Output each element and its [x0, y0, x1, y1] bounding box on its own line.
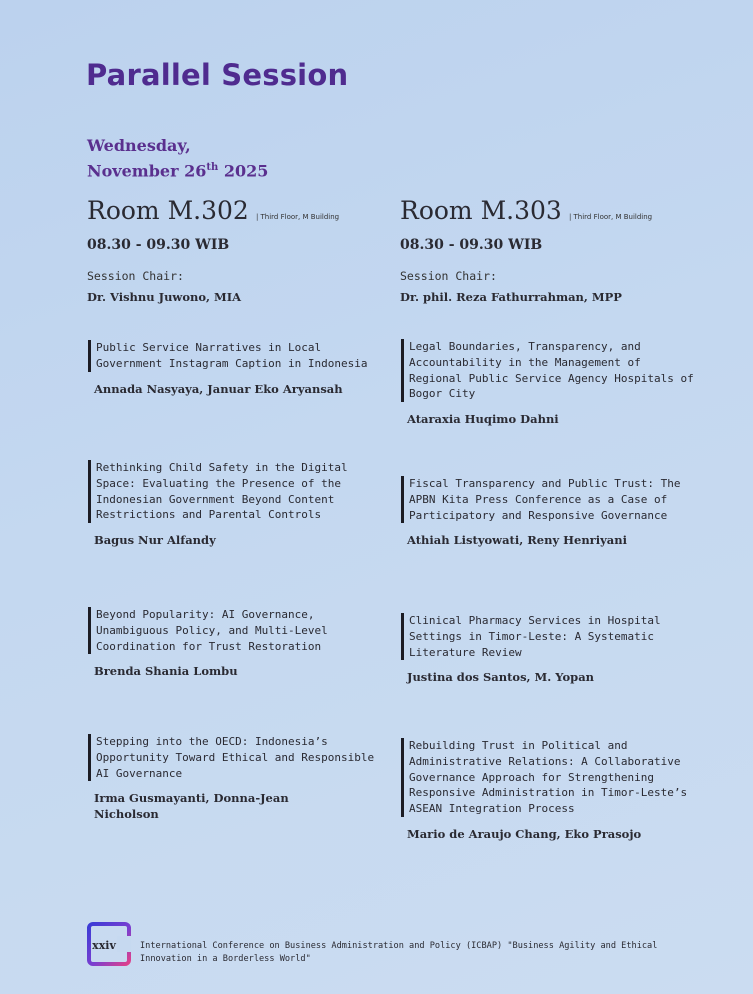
- session-time: 08.30 - 09.30 WIB: [87, 237, 230, 253]
- paper-title: Rebuilding Trust in Political and Administrative Relations: A Collaborative Governance Approach for Strengthening Responsive Administration in Timor-Leste’s ASEAN Integration Process: [401, 738, 700, 817]
- session-chair-name: Dr. phil. Reza Fathurrahman, MPP: [400, 290, 622, 304]
- paper-authors: Mario de Araujo Chang, Eko Prasojo: [407, 826, 642, 841]
- paper-item: [87, 607, 387, 679]
- paper-authors: Annada Nasyaya, Januar Eko Aryansah: [94, 381, 343, 396]
- date-weekday: Wednesday,: [87, 136, 191, 155]
- paper-authors: Ataraxia Huqimo Dahni: [407, 412, 559, 427]
- session-chair-label: Session Chair:: [87, 269, 184, 283]
- date-full: November 26th 2025: [87, 161, 269, 181]
- footer-text: International Conference on Business Administration and Policy (ICBAP) "Business Agility and Ethical Innovation in a Borderless World": [140, 941, 658, 964]
- paper-title: Rethinking Child Safety in the Digital Space: Evaluating the Presence of the Indonesian Government Beyond Content Restrictions and Parental Controls: [88, 460, 387, 523]
- paper-item: [87, 460, 387, 548]
- room-heading: [87, 196, 339, 225]
- paper-item: [400, 339, 700, 427]
- paper-item: [400, 613, 700, 685]
- logo-text: xxiv: [92, 939, 116, 952]
- room-heading: [400, 196, 652, 225]
- paper-title: Public Service Narratives in Local Government Instagram Caption in Indonesia: [88, 340, 387, 372]
- paper-title: Beyond Popularity: AI Governance, Unambiguous Policy, and Multi-Level Coordination for Trust Restoration: [88, 607, 387, 654]
- room-name: Room M.302: [87, 196, 249, 225]
- room-name: Room M.303: [400, 196, 562, 225]
- room-location: | Third Floor, M Building: [568, 213, 653, 221]
- paper-item: [400, 738, 700, 842]
- paper-authors: Athiah Listyowati, Reny Henriyani: [407, 533, 627, 548]
- paper-title: Clinical Pharmacy Services in Hospital Settings in Timor-Leste: A Systematic Literature Review: [401, 613, 700, 660]
- paper-authors: Irma Gusmayanti, Donna-Jean Nicholson: [94, 791, 289, 822]
- session-date: [87, 135, 268, 182]
- paper-item: [87, 340, 387, 397]
- paper-item: [87, 734, 387, 822]
- conference-logo-icon: [87, 922, 131, 966]
- paper-authors: Brenda Shania Lombu: [94, 664, 238, 679]
- paper-item: [400, 476, 700, 548]
- session-chair-name: Dr. Vishnu Juwono, MIA: [87, 290, 242, 304]
- paper-title: Legal Boundaries, Transparency, and Accountability in the Management of Regional Public Service Agency Hospitals of Bogor City: [401, 339, 700, 402]
- page-title: Parallel Session: [86, 58, 349, 92]
- room-location: | Third Floor, M Building: [255, 213, 340, 221]
- session-time: 08.30 - 09.30 WIB: [400, 237, 543, 253]
- paper-authors: Justina dos Santos, M. Yopan: [407, 670, 595, 685]
- paper-title: Stepping into the OECD: Indonesia’s Opportunity Toward Ethical and Responsible AI Governance: [88, 734, 387, 781]
- paper-authors: Bagus Nur Alfandy: [94, 533, 216, 548]
- session-chair-label: Session Chair:: [400, 269, 497, 283]
- paper-title: Fiscal Transparency and Public Trust: The APBN Kita Press Conference as a Case of Participatory and Responsive Governance: [401, 476, 700, 523]
